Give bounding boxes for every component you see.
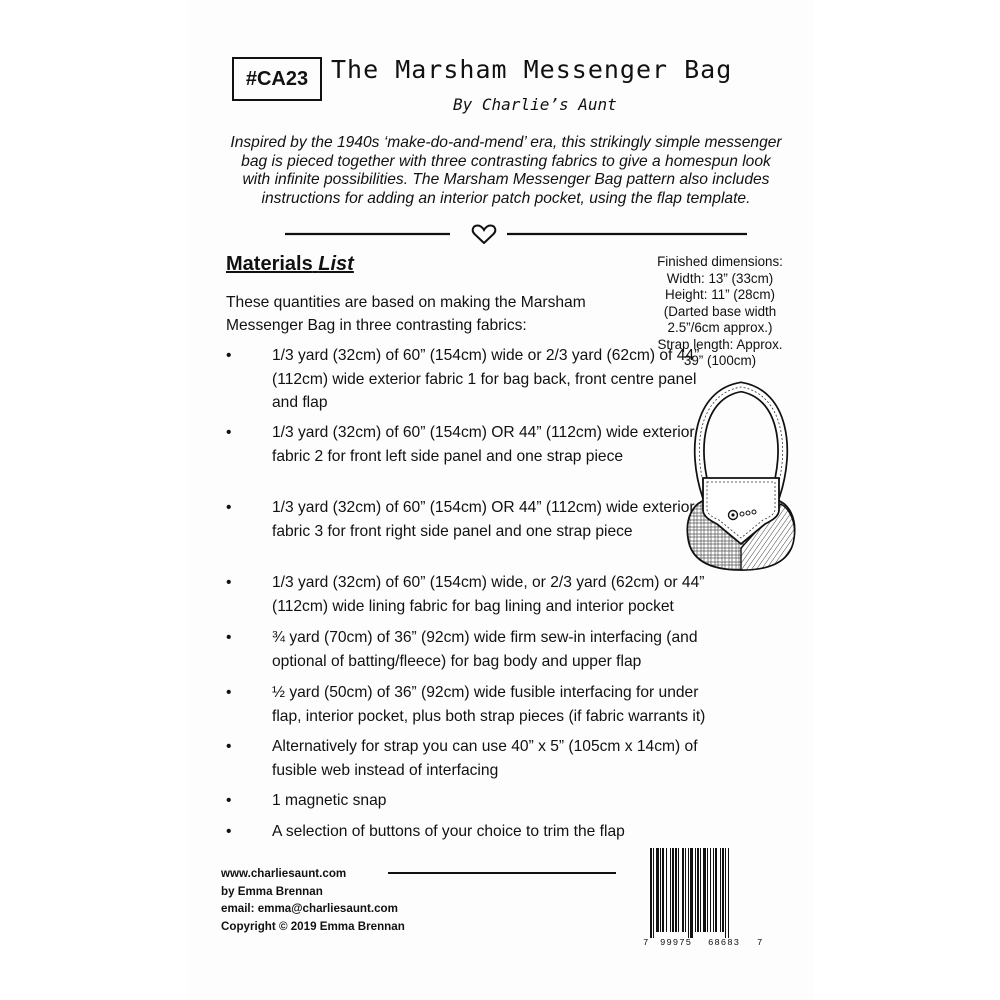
website-link[interactable]: www.charliesaunt.com [221,867,347,880]
barcode-bar [675,848,677,932]
pattern-byline: By Charlie’s Aunt [453,95,617,114]
pattern-code-badge: #CA23 [232,57,322,101]
section-divider [285,224,747,244]
barcode-bar [670,848,671,932]
copyright-notice: Copyright © 2019 Emma Brennan [221,919,405,933]
barcode-bar [672,848,674,932]
author-credit: by Emma Brennan [221,884,323,898]
dimensions-line: (Darted base width [663,303,777,319]
list-item [226,681,706,728]
list-item [226,789,696,813]
barcode-bar [707,848,708,932]
bullet: • [226,424,232,441]
barcode [642,846,764,948]
footer-rule [388,872,616,874]
barcode-bar [662,848,664,932]
barcode-group-1: 99975 [660,938,693,948]
list-item [226,571,705,618]
barcode-bar [697,848,699,932]
material-text: A selection of buttons of your choice to trim the flap [272,823,625,840]
heart-icon [473,226,496,244]
barcode-bar [690,848,693,938]
materials-intro: These quantities are based on making the Marsham Messenger Bag in three contrasting fabrics: [226,294,586,334]
barcode-bars [650,848,729,938]
footer-contact [221,865,405,935]
material-text: ½ yard (50cm) of 36” (92cm) wide fusible interfacing for under flap, interior pocket, plus both strap pieces (if fabric warrants it) [272,684,706,725]
list-item [226,344,700,415]
barcode-digit-left: 7 [643,938,649,948]
barcode-bar [703,848,706,932]
barcode-bar [682,848,684,932]
barcode-bar [678,848,679,932]
bullet: • [226,684,232,701]
bullet: • [226,574,232,591]
bullet: • [226,347,232,364]
materials-heading-em: List [318,253,354,275]
barcode-bar [695,848,696,932]
barcode-bar [722,848,724,932]
dimensions-line: 2.5”/6cm approx.) [667,320,773,335]
dimensions-line: Height: 11” (28cm) [665,287,775,302]
barcode-bar [688,848,689,938]
material-text: 1/3 yard (32cm) of 60” (154cm) OR 44” (112cm) wide exterior fabric 2 for front left side panel and one strap piece [272,424,695,465]
bullet: • [226,738,232,755]
barcode-bar [720,848,721,932]
list-item [226,626,696,673]
barcode-bar [713,848,714,932]
barcode-bar [660,848,661,932]
material-text: 1 magnetic snap [272,792,387,809]
barcode-digit-right: 7 [757,938,763,948]
barcode-bar [725,848,726,938]
barcode-bar [650,848,652,938]
barcode-bar [728,848,729,938]
barcode-bar [653,848,654,938]
barcode-bar [700,848,701,932]
list-item [226,820,696,844]
bullet: • [226,499,232,516]
dimensions-line: Width: 13” (33cm) [666,270,774,286]
pattern-title: The Marsham Messenger Bag [331,55,733,84]
list-item [226,735,696,782]
list-item [226,421,696,492]
list-item [226,496,696,567]
dimensions-line: Finished dimensions: [657,254,783,269]
material-text: 1/3 yard (32cm) of 60” (154cm) wide, or 2/3 yard (62cm) or 44” (112cm) wide lining fabric for bag lining and interior pocket [272,574,705,615]
intro-paragraph: Inspired by the 1940s ‘make-do-and-mend’ era, this strikingly simple messenger bag is pieced together with three contrasting fabrics to give a homespun look with infinite possibilities. The Marsham Messenger Bag pattern also includes instructions for adding an interior patch pocket, using the flap template. [230,134,782,207]
bullet: • [226,629,232,646]
barcode-bar [685,848,686,932]
material-text: ¾ yard (70cm) of 36” (92cm) wide firm sew-in interfacing (and optional of batting/fleece) for bag body and upper flap [272,629,698,670]
barcode-bar [666,848,667,932]
email-contact[interactable]: email: emma@charliesaunt.com [221,902,398,915]
barcode-bar [710,848,711,932]
bullet: • [226,792,232,809]
materials-heading [226,253,354,276]
material-text: 1/3 yard (32cm) of 60” (154cm) wide or 2/3 yard (62cm) of 44” (112cm) wide exterior fabric 1 for bag back, front centre panel and flap [272,347,700,411]
dimensions-line: Strap length: Approx. [657,336,783,352]
bullet: • [226,823,232,840]
materials-heading-main: Materials [226,253,313,275]
barcode-bar [656,848,659,932]
material-text: Alternatively for strap you can use 40” x 5” (105cm x 14cm) of fusible web instead of interfacing [272,738,698,779]
barcode-group-2: 68683 [708,938,741,948]
dimensions-line: 39” (100cm) [683,353,757,368]
barcode-bar [715,848,717,932]
material-text: 1/3 yard (32cm) of 60” (154cm) OR 44” (112cm) wide exterior fabric 3 for front right side panel and one strap piece [272,499,695,540]
